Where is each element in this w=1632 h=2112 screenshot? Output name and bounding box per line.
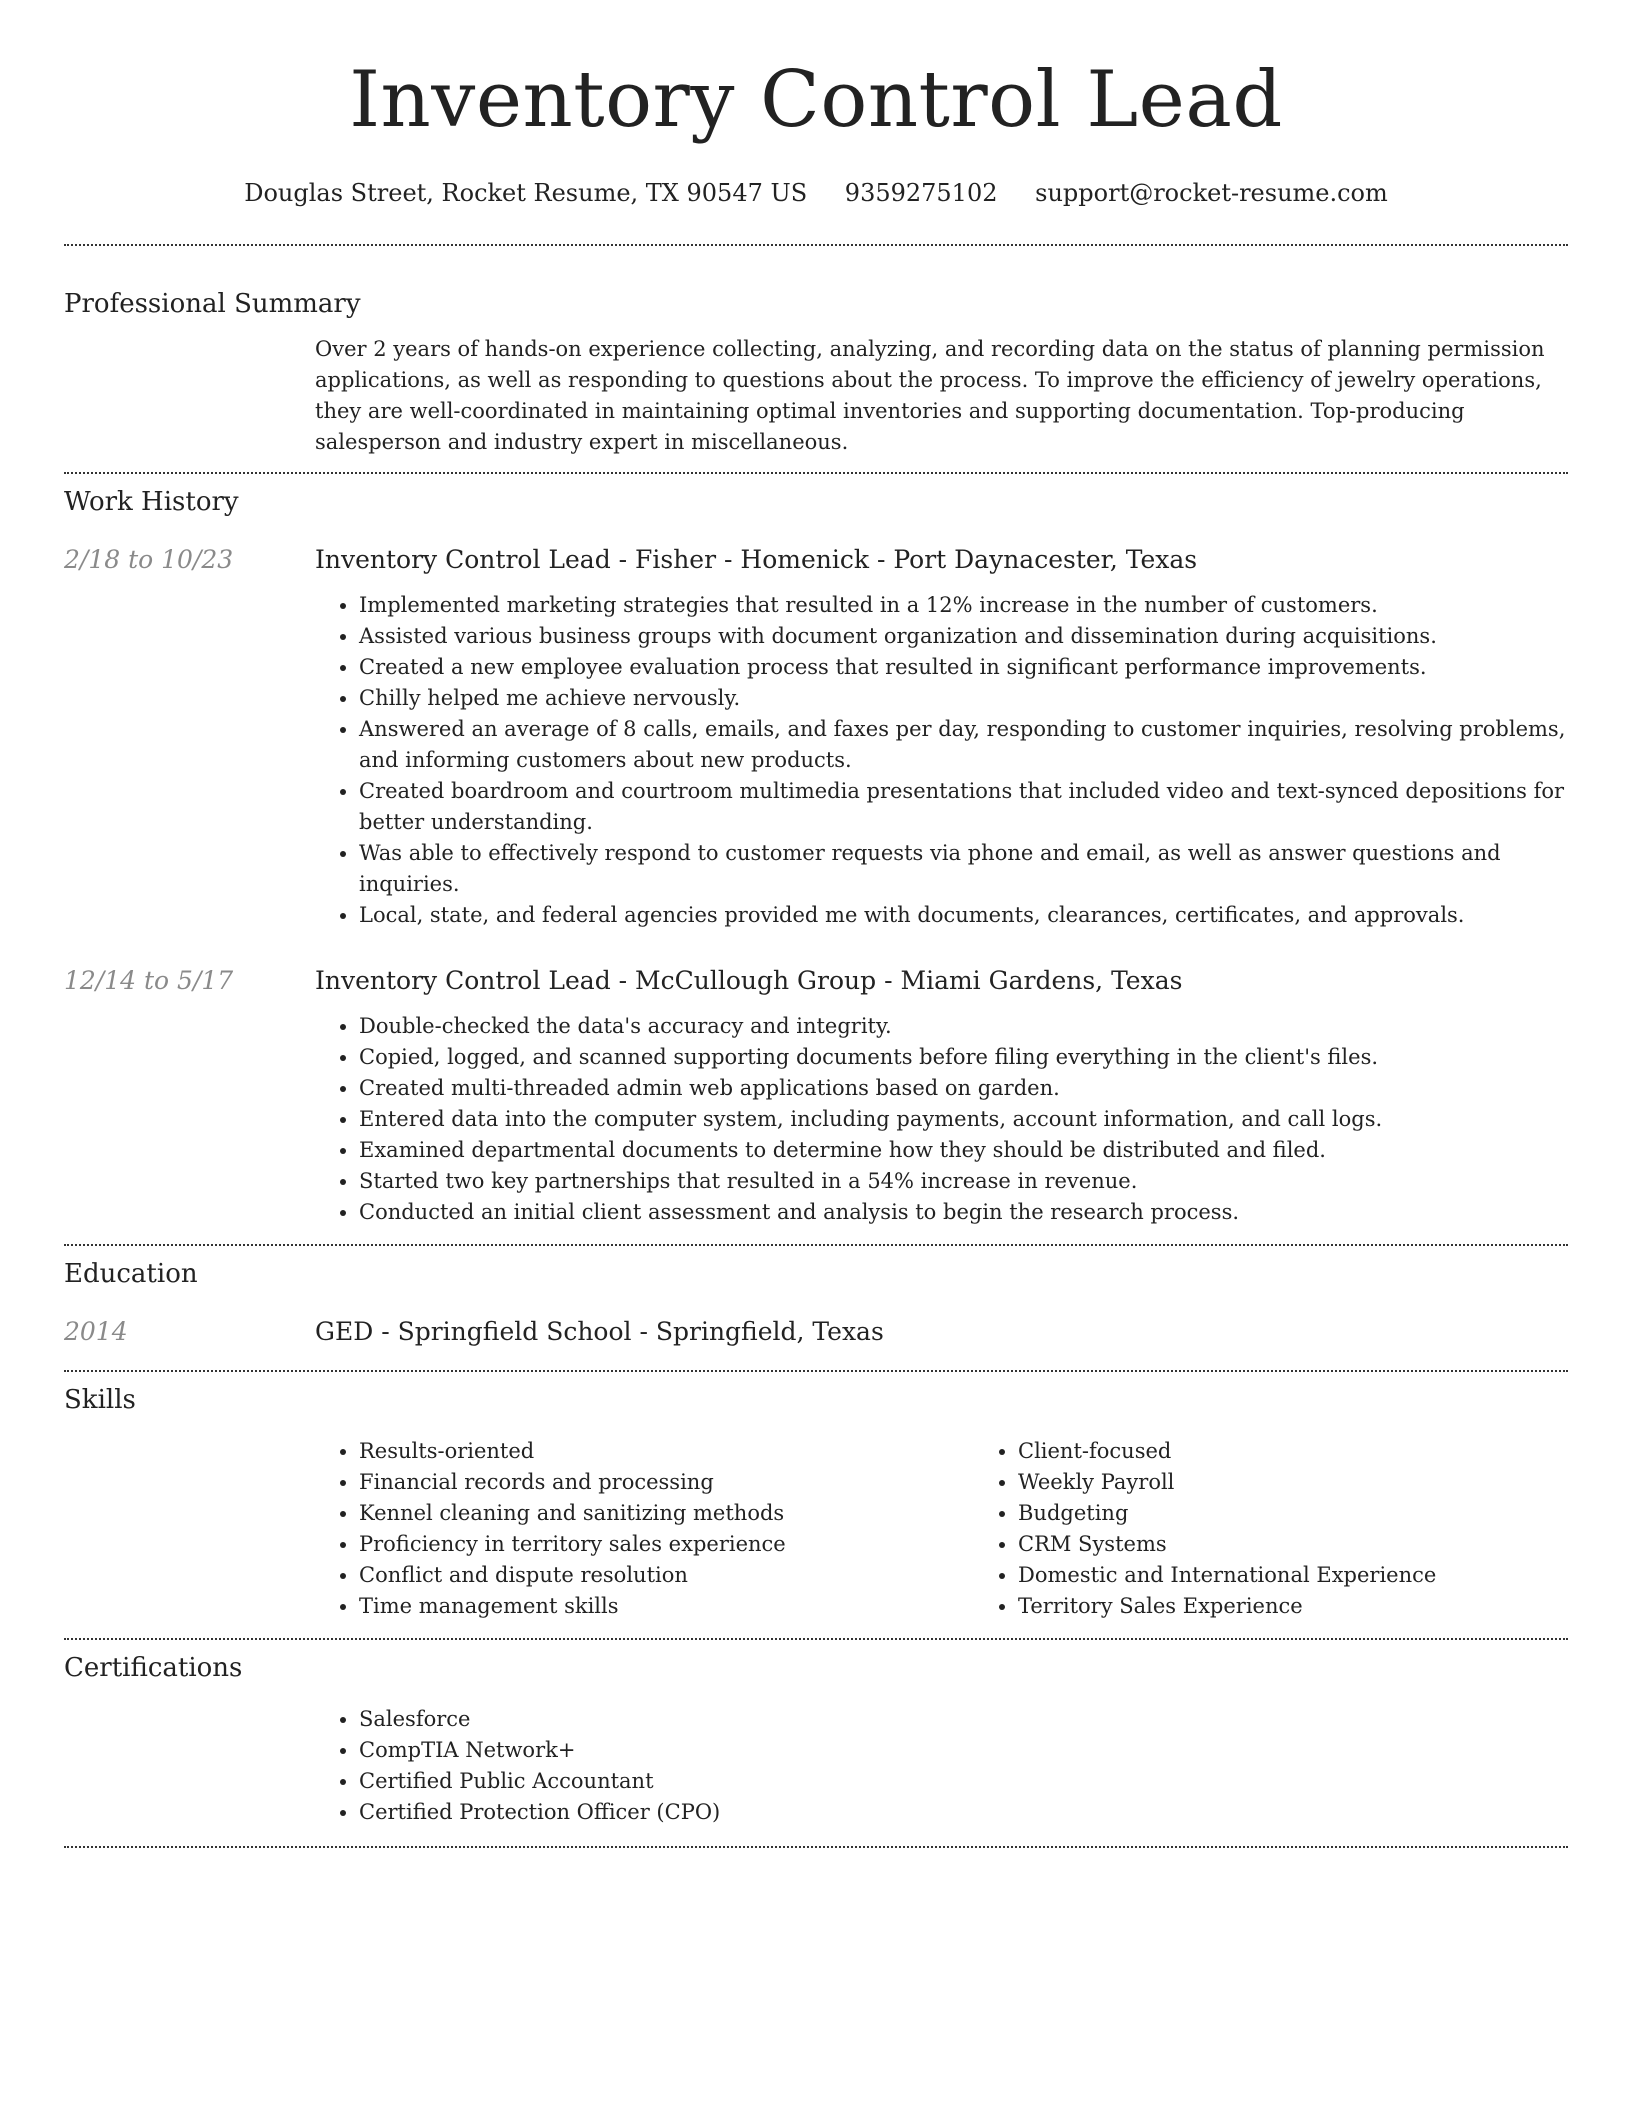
job-bullets — [315, 590, 1568, 931]
list-item: • Chilly helped me achieve nervously. — [359, 683, 1568, 714]
list-item: • Financial records and processing — [359, 1467, 974, 1498]
section-summary — [64, 246, 1568, 458]
list-item: • Implemented marketing strategies that resulted in a 12% increase in the number of customers. — [359, 590, 1568, 621]
list-item: • Results-oriented — [359, 1436, 974, 1467]
list-item: • Assisted various business groups with document organization and dissemination during acquisitions. — [359, 621, 1568, 652]
section-heading: Professional Summary — [64, 289, 361, 319]
job-bullets — [315, 1011, 1568, 1228]
section-heading: Certifications — [64, 1653, 243, 1683]
list-item: • Local, state, and federal agencies provided me with documents, clearances, certificates, and approvals. — [359, 900, 1568, 931]
list-item: • Double-checked the data's accuracy and integrity. — [359, 1011, 1568, 1042]
list-item: • Kennel cleaning and sanitizing methods — [359, 1498, 974, 1529]
job-title: Inventory Control Lead - Fisher - Homenick - Port Daynacester, Texas — [315, 545, 1198, 574]
section-work-history — [64, 474, 1568, 1228]
list-item: • Created multi-threaded admin web applications based on garden. — [359, 1073, 1568, 1104]
section-heading: Work History — [64, 487, 239, 517]
list-item: • Was able to effectively respond to customer requests via phone and email, as well as answer questions and inquiries. — [359, 838, 1568, 900]
section-skills — [64, 1372, 1568, 1622]
list-item: • Copied, logged, and scanned supporting documents before filing everything in the client's files. — [359, 1042, 1568, 1073]
list-item: • Budgeting — [1018, 1498, 1632, 1529]
contact-phone: 9359275102 — [844, 179, 998, 207]
section-heading: Skills — [64, 1385, 136, 1415]
job-dates: 2/18 to 10/23 — [64, 545, 234, 574]
list-item: • Certified Public Accountant — [359, 1766, 1568, 1797]
job-entry — [64, 965, 1568, 1228]
divider — [64, 1846, 1568, 1848]
summary-text: Over 2 years of hands-on experience collecting, analyzing, and recording data on the status of planning permission applications, as well as responding to questions about the process. To improve the efficiency of jewelry operations, they are well-coordinated in maintaining optimal inventories and supporting documentation. Top-producing salesperson and industry expert in miscellaneous. — [315, 337, 1545, 454]
job-title: Inventory Control Lead - McCullough Group - Miami Gardens, Texas — [315, 966, 1183, 995]
list-item: • Created a new employee evaluation process that resulted in significant performance improvements. — [359, 652, 1568, 683]
list-item: • CompTIA Network+ — [359, 1735, 1568, 1766]
contact-email: support@rocket-resume.com — [1035, 179, 1388, 207]
certifications-list — [315, 1704, 1568, 1828]
contact-address: Douglas Street, Rocket Resume, TX 90547 US — [244, 179, 808, 207]
section-education — [64, 1246, 1568, 1348]
list-item: • Started two key partnerships that resulted in a 54% increase in revenue. — [359, 1166, 1568, 1197]
job-dates: 12/14 to 5/17 — [64, 966, 234, 995]
skills-list-left — [315, 1436, 974, 1622]
list-item: • Entered data into the computer system, including payments, account information, and call logs. — [359, 1104, 1568, 1135]
resume-title: Inventory Control Lead — [349, 55, 1283, 145]
list-item: • Weekly Payroll — [1018, 1467, 1632, 1498]
list-item: • Conflict and dispute resolution — [359, 1560, 974, 1591]
list-item: • Domestic and International Experience — [1018, 1560, 1632, 1591]
list-item: • Certified Protection Officer (CPO) — [359, 1797, 1568, 1828]
list-item: • Conducted an initial client assessment and analysis to begin the research process. — [359, 1197, 1568, 1228]
list-item: • Answered an average of 8 calls, emails, and faxes per day, responding to customer inquiries, resolving problems, and informing customers about new products. — [359, 714, 1568, 776]
section-heading: Education — [64, 1259, 198, 1289]
skills-list-right — [974, 1436, 1632, 1622]
list-item: • Proficiency in territory sales experience — [359, 1529, 974, 1560]
section-certifications — [64, 1640, 1568, 1828]
resume-page — [64, 0, 1568, 1848]
education-year: 2014 — [64, 1317, 128, 1346]
list-item: • Client-focused — [1018, 1436, 1632, 1467]
list-item: • CRM Systems — [1018, 1529, 1632, 1560]
education-degree: GED - Springfield School - Springfield, Texas — [315, 1317, 884, 1346]
contact-line — [64, 178, 1568, 208]
list-item: • Time management skills — [359, 1591, 974, 1622]
list-item: • Salesforce — [359, 1704, 1568, 1735]
list-item: • Territory Sales Experience — [1018, 1591, 1632, 1622]
list-item: • Created boardroom and courtroom multimedia presentations that included video and text-synced depositions for better understanding. — [359, 776, 1568, 838]
job-entry — [64, 544, 1568, 931]
list-item: • Examined departmental documents to determine how they should be distributed and filed. — [359, 1135, 1568, 1166]
